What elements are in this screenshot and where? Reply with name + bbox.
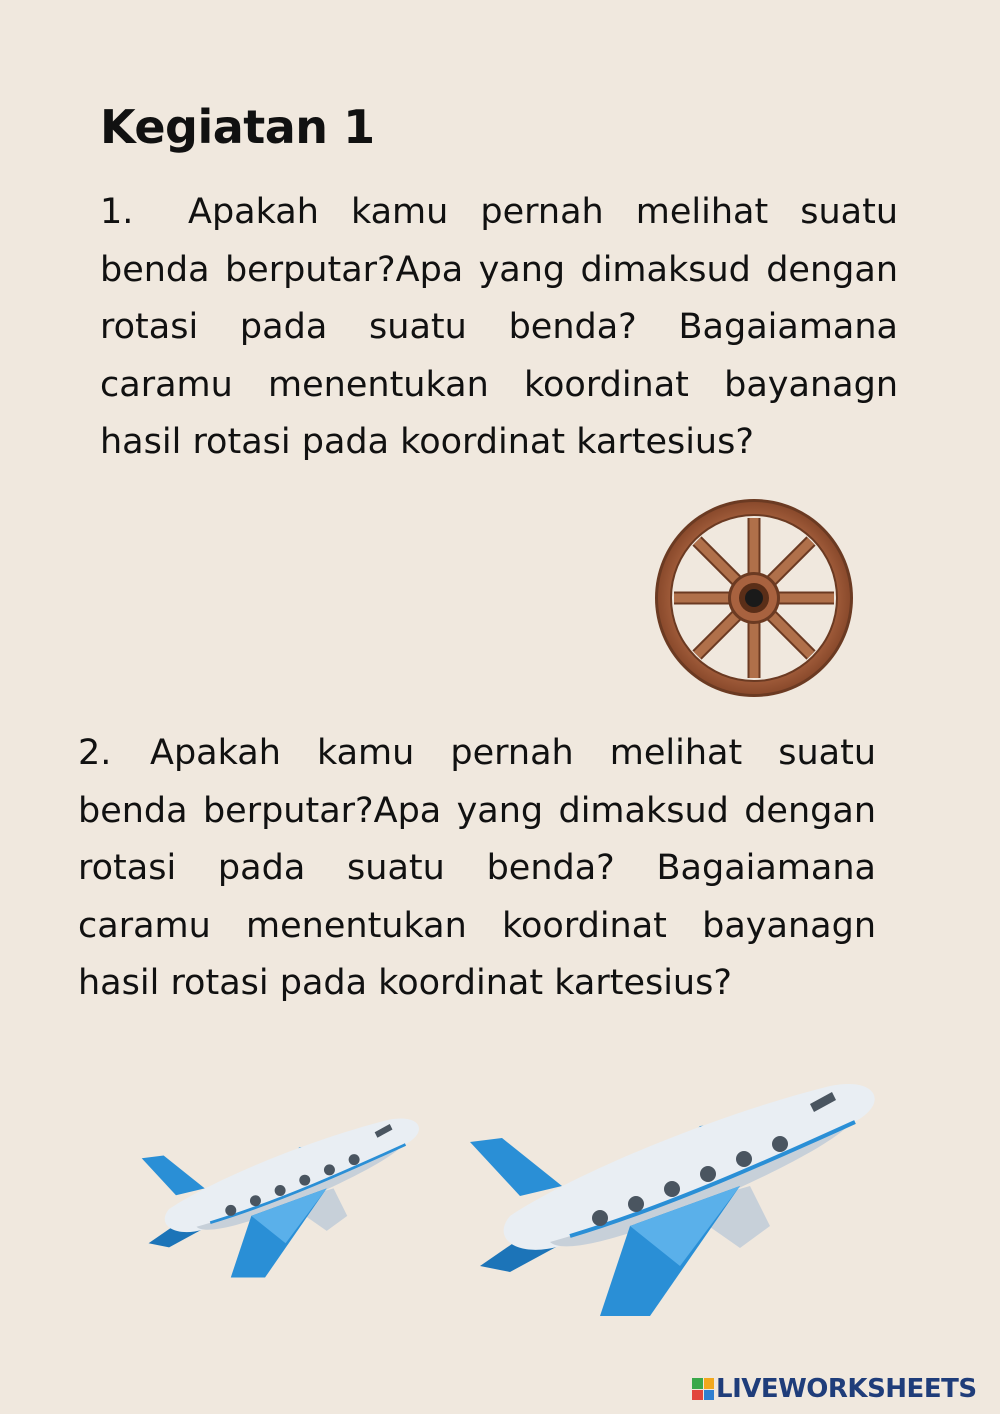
liveworksheets-brand: LIVEWORKSHEETS bbox=[716, 1374, 977, 1404]
question-1 bbox=[100, 184, 898, 472]
question-2 bbox=[78, 725, 876, 1013]
airplane-icon bbox=[128, 1112, 424, 1284]
question-1-text: Apakah kamu pernah melihat suatu benda berputar?Apa yang dimaksud dengan rotasi pada suatu benda? Bagaiamana caramu menentukan koordinat bayanagn hasil rotasi pada koordinat kartesius? bbox=[100, 192, 898, 462]
liveworksheets-logo-icon bbox=[692, 1378, 714, 1400]
question-2-number: 2. bbox=[78, 733, 112, 773]
wooden-wheel-icon bbox=[652, 496, 856, 700]
liveworksheets-logo[interactable] bbox=[692, 1374, 977, 1404]
page-title: Kegiatan 1 bbox=[100, 100, 375, 154]
question-1-number: 1. bbox=[100, 192, 134, 232]
airplane-icon bbox=[450, 1076, 882, 1324]
question-2-text: Apakah kamu pernah melihat suatu benda berputar?Apa yang dimaksud dengan rotasi pada suatu benda? Bagaiamana caramu menentukan koordinat bayanagn hasil rotasi pada koordinat kartesius? bbox=[78, 733, 876, 1003]
